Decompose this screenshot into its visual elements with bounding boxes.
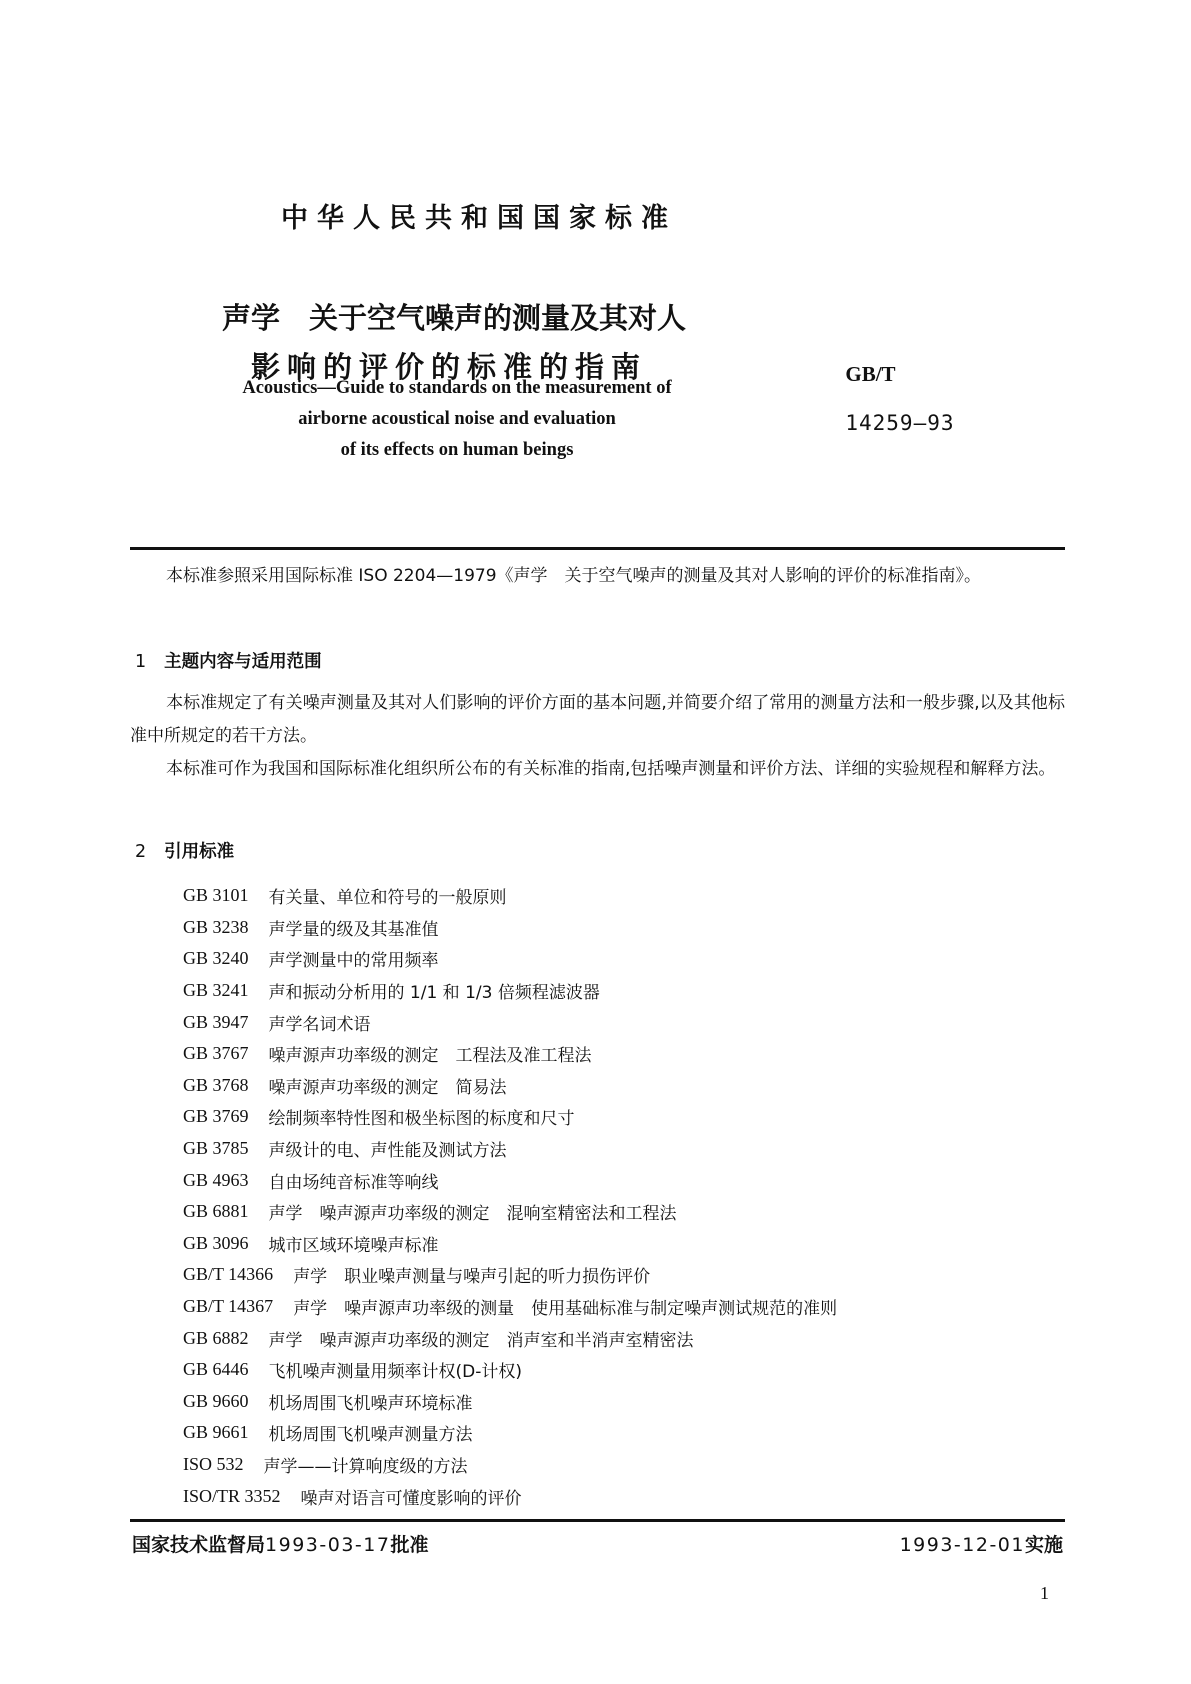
approval-label: 批准 [390,1534,429,1556]
approval-info [132,1530,428,1557]
section-2-heading [135,838,234,863]
effective-label: 实施 [1024,1534,1063,1556]
reference-code: GB 3241 [183,980,249,1001]
reference-title: 声学——计算响度级的方法 [263,1456,468,1477]
reference-title: 声学 噪声源声功率级的测定 混响室精密法和工程法 [268,1204,677,1225]
reference-item [183,1006,837,1038]
reference-code: GB 3240 [183,948,249,969]
reference-item [183,1259,837,1291]
reference-code: ISO/TR 3352 [183,1485,281,1506]
title-chinese-line-1: 声学 关于空气噪声的测量及其对人 [222,301,687,335]
reference-code: GB 3767 [183,1043,249,1064]
reference-code: ISO 532 [183,1453,244,1474]
reference-item [183,1354,837,1386]
reference-title: 声学量的级及其基准值 [268,919,439,940]
reference-item [183,975,837,1007]
reference-item [183,1449,837,1481]
reference-item [183,1228,837,1260]
reference-title: 机场周围飞机噪声环境标准 [268,1393,473,1414]
reference-title: 飞机噪声测量用频率计权(D-计权) [268,1362,523,1383]
reference-title: 声学 噪声源声功率级的测量 使用基础标准与制定噪声测试规范的准则 [293,1299,838,1320]
intro-paragraph [130,560,1065,593]
reference-code: GB 4963 [183,1169,249,1190]
reference-item [183,1196,837,1228]
reference-code: GB 3768 [183,1074,249,1095]
reference-code: GB 3096 [183,1232,249,1253]
title-english-line-1: Acoustics—Guide to standards on the measurement of [242,378,672,398]
reference-item [183,1164,837,1196]
footer-divider [130,1519,1065,1522]
reference-item [183,912,837,944]
reference-code: GB 3101 [183,885,249,906]
page-number: 1 [1040,1583,1049,1603]
reference-list [183,880,837,1512]
section-1-heading [135,648,322,673]
section-2-title: 引用标准 [164,842,235,862]
national-standard-heading: 中华人民共和国国家标准 [281,203,677,234]
standard-number: 14259—93 [845,411,955,435]
reference-code: GB 9660 [183,1390,249,1411]
reference-title: 声级计的电、声性能及测试方法 [268,1141,507,1162]
reference-code: GB 6881 [183,1201,249,1222]
reference-title: 声学 职业噪声测量与噪声引起的听力损伤评价 [293,1267,651,1288]
title-chinese-line-2: 影响的评价的标准的指南 [251,350,648,384]
reference-title: 城市区域环境噪声标准 [268,1235,439,1256]
reference-code: GB/T 14366 [183,1264,274,1285]
reference-item [183,1291,837,1323]
reference-code: GB 3238 [183,916,249,937]
reference-item [183,1480,837,1512]
section-1-paragraph-1-text: 本标准规定了有关噪声测量及其对人们影响的评价方面的基本问题,并简要介绍了常用的测量方法和一般步骤,以及其他标准中所规定的若干方法。 [130,693,1065,746]
issuer: 国家技术监督局 [132,1534,266,1556]
reference-title: 噪声对语言可懂度影响的评价 [300,1488,522,1509]
reference-item [183,1417,837,1449]
reference-item [183,1038,837,1070]
reference-title: 有关量、单位和符号的一般原则 [268,888,507,909]
effective-info [900,1530,1063,1557]
reference-title: 噪声源声功率级的测定 工程法及准工程法 [268,1046,592,1067]
reference-item [183,1386,837,1418]
section-1-paragraph-1 [130,687,1065,753]
approval-date: 1993-03-17 [265,1534,391,1556]
reference-item [183,1070,837,1102]
reference-item [183,1322,837,1354]
standard-code [832,338,955,435]
reference-item [183,880,837,912]
reference-code: GB 6882 [183,1327,249,1348]
intro-text: 本标准参照采用国际标准 ISO 2204—1979《声学 关于空气噪声的测量及其对人影响的评价的标准指南》。 [166,566,982,586]
reference-code: GB/T 14367 [183,1296,274,1317]
reference-item [183,1133,837,1165]
section-2-number: 2 [135,842,147,862]
standard-prefix: GB/T [845,362,896,386]
header-divider [130,547,1065,550]
reference-title: 声学名词术语 [268,1014,371,1035]
reference-title: 绘制频率特性图和极坐标图的标度和尺寸 [268,1109,575,1130]
reference-code: GB 3947 [183,1011,249,1032]
reference-title: 声和振动分析用的 1/1 和 1/3 倍频程滤波器 [268,983,600,1004]
title-english-line-2: airborne acoustical noise and evaluation [298,409,616,429]
reference-code: GB 3785 [183,1138,249,1159]
reference-code: GB 6446 [183,1359,249,1380]
reference-code: GB 9661 [183,1422,249,1443]
reference-code: GB 3769 [183,1106,249,1127]
effective-date: 1993-12-01 [899,1534,1025,1556]
section-1-paragraph-2 [130,753,1065,786]
title-english-line-3: of its effects on human beings [340,440,574,460]
reference-item [183,943,837,975]
section-1-number: 1 [135,652,147,672]
reference-title: 自由场纯音标准等响线 [268,1172,439,1193]
reference-title: 机场周围飞机噪声测量方法 [268,1425,473,1446]
section-1-paragraph-2-text: 本标准可作为我国和国际标准化组织所公布的有关标准的指南,包括噪声测量和评价方法、详细的实验规程和解释方法。 [166,759,1056,779]
reference-title: 声学测量中的常用频率 [268,951,439,972]
reference-title: 噪声源声功率级的测定 简易法 [268,1077,507,1098]
reference-title: 声学 噪声源声功率级的测定 消声室和半消声室精密法 [268,1330,694,1351]
section-1-title: 主题内容与适用范围 [164,652,322,672]
reference-item [183,1101,837,1133]
